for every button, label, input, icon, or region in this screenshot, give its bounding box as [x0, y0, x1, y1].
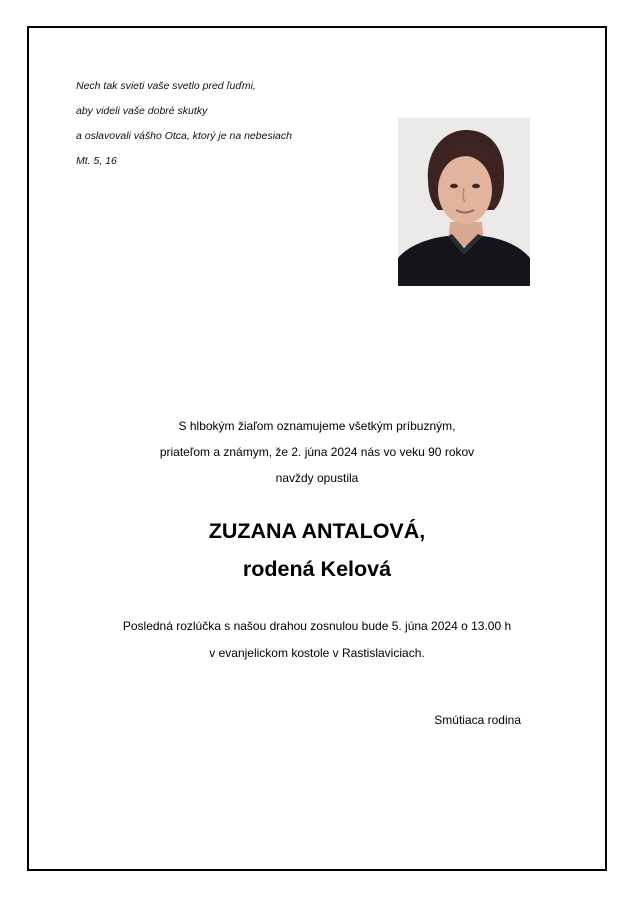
deceased-maiden-name: rodená Kelová — [242, 557, 392, 581]
deceased-name — [29, 512, 605, 588]
announcement-text — [29, 413, 605, 491]
funeral-details — [29, 613, 605, 667]
announcement-line-1: S hlbokým žiaľom oznamujeme všetkým príbuzným, — [178, 419, 456, 433]
family-signature: Smútiaca rodina — [434, 713, 521, 727]
announcement-line-3: navždy opustila — [275, 471, 359, 485]
funeral-details-line-2: v evanjelickom kostole v Rastislaviciach. — [209, 646, 425, 660]
bible-verse — [76, 74, 292, 174]
verse-line-2: aby videli vaše dobré skutky — [76, 105, 208, 117]
verse-reference: Mt. 5, 16 — [76, 155, 117, 167]
portrait-illustration — [398, 118, 530, 286]
portrait-photo — [398, 118, 530, 286]
deceased-full-name: ZUZANA ANTALOVÁ, — [208, 519, 426, 543]
obituary-notice — [27, 26, 607, 871]
verse-line-3: a oslavovali vášho Otca, ktorý je na nebesiach — [76, 130, 292, 142]
announcement-line-2: priateľom a známym, že 2. júna 2024 nás vo veku 90 rokov — [159, 445, 475, 459]
verse-line-1: Nech tak svieti vaše svetlo pred ľuďmi, — [76, 80, 256, 92]
funeral-details-line-1: Posledná rozlúčka s našou drahou zosnulou bude 5. júna 2024 o 13.00 h — [122, 619, 512, 633]
